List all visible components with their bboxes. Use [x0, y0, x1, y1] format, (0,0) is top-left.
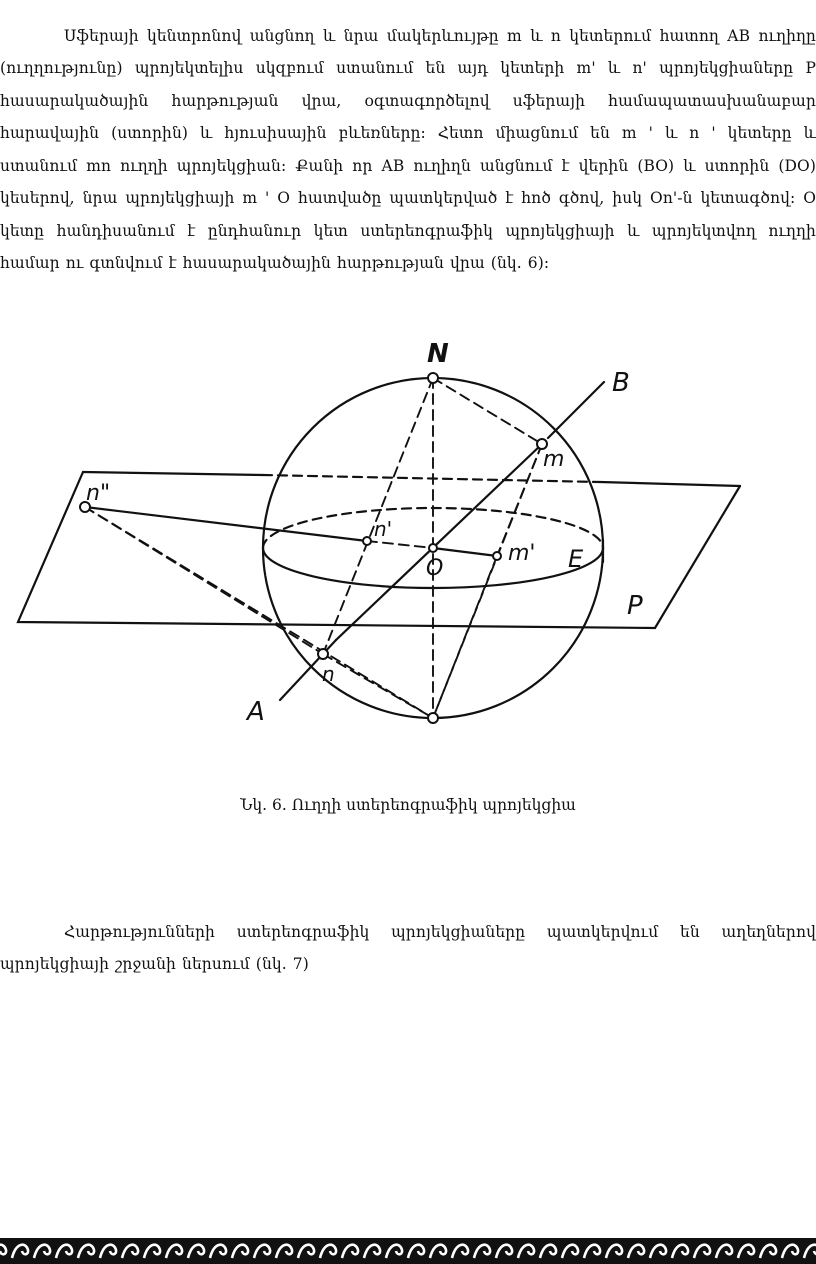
- plane-p-back-edge-left: [83, 472, 263, 475]
- paragraph-stereographic-line: Սֆերայի կենտրոնով անցնող և նրա մակերևույթը m և n կետերում հատող AB ուղիղը (ուղղությունը) պրոյեկտելիս սկզբում ստանում են այդ կետերի m' և n' պրոյեկցիաները P հասարակածային հարթության վրա, օգտագործելով սֆերայի համապատասխանաբար հարավային (ստորին) և հյուսիսային բևեռները: Հետո միացնում են m ' և n ' կետերը և ստանում mn ուղղի պրոյեկցիան: Քանի որ AB ուղիղն անցնում է վերին (BO) և ստորին (DO) կեսերով, նրա պրոյեկցիայի m ' O հատվածը պատկերված է հոծ գծով, իսկ On'-ն կետագծով: O կետը հանդիսանում է ընդհանուր կետ ստերեոգրաֆիկ պրոյեկցիայի և պրոյեկտվող ուղղի համար ու գտնվում է հասարակածային հարթության վրա (նկ. 6):: [0, 26, 816, 272]
- label-b: B: [612, 368, 630, 398]
- projection-segment-m-prime-o: [433, 548, 497, 556]
- point-n: [318, 649, 328, 659]
- point-n-prime: [363, 537, 371, 545]
- label-e: E: [568, 545, 584, 573]
- label-n: n: [322, 662, 335, 686]
- projection-line-n2: [85, 507, 367, 541]
- paragraph-plane-projections: Հարթությունների ստերեոգրաֆիկ պրոյեկցիաները պատկերվում են աղեղներով պրոյեկցիայի շրջանի ներսում (նկ. 7): [0, 922, 816, 973]
- ray-north-to-n: [323, 378, 433, 654]
- label-m: m: [543, 447, 565, 472]
- plane-p-back-edge-hidden: [263, 475, 600, 482]
- point-o: [429, 544, 437, 552]
- label-p: P: [627, 591, 643, 621]
- segment-o-n-prime: [367, 541, 433, 548]
- label-m-prime: m': [508, 541, 536, 566]
- label-o: O: [426, 556, 444, 581]
- figure-caption: Նկ. 6. Ուղղի ստերեոգրաֆիկ պրոյեկցիա: [240, 796, 576, 814]
- label-a: A: [247, 697, 265, 727]
- plane-p-back-edge-right: [600, 482, 740, 486]
- stereographic-projection-figure: [0, 330, 816, 750]
- label-n-prime: n': [374, 517, 393, 541]
- ray-n2-to-n: [85, 507, 323, 654]
- point-m-prime: [493, 552, 501, 560]
- line-ab-upper: [548, 382, 604, 438]
- point-south-pole: [428, 713, 438, 723]
- decorative-border-ornament: [0, 1238, 816, 1264]
- label-n-pole: N: [427, 339, 449, 369]
- label-n-double-prime: n": [86, 481, 111, 506]
- point-n-pole: [428, 373, 438, 383]
